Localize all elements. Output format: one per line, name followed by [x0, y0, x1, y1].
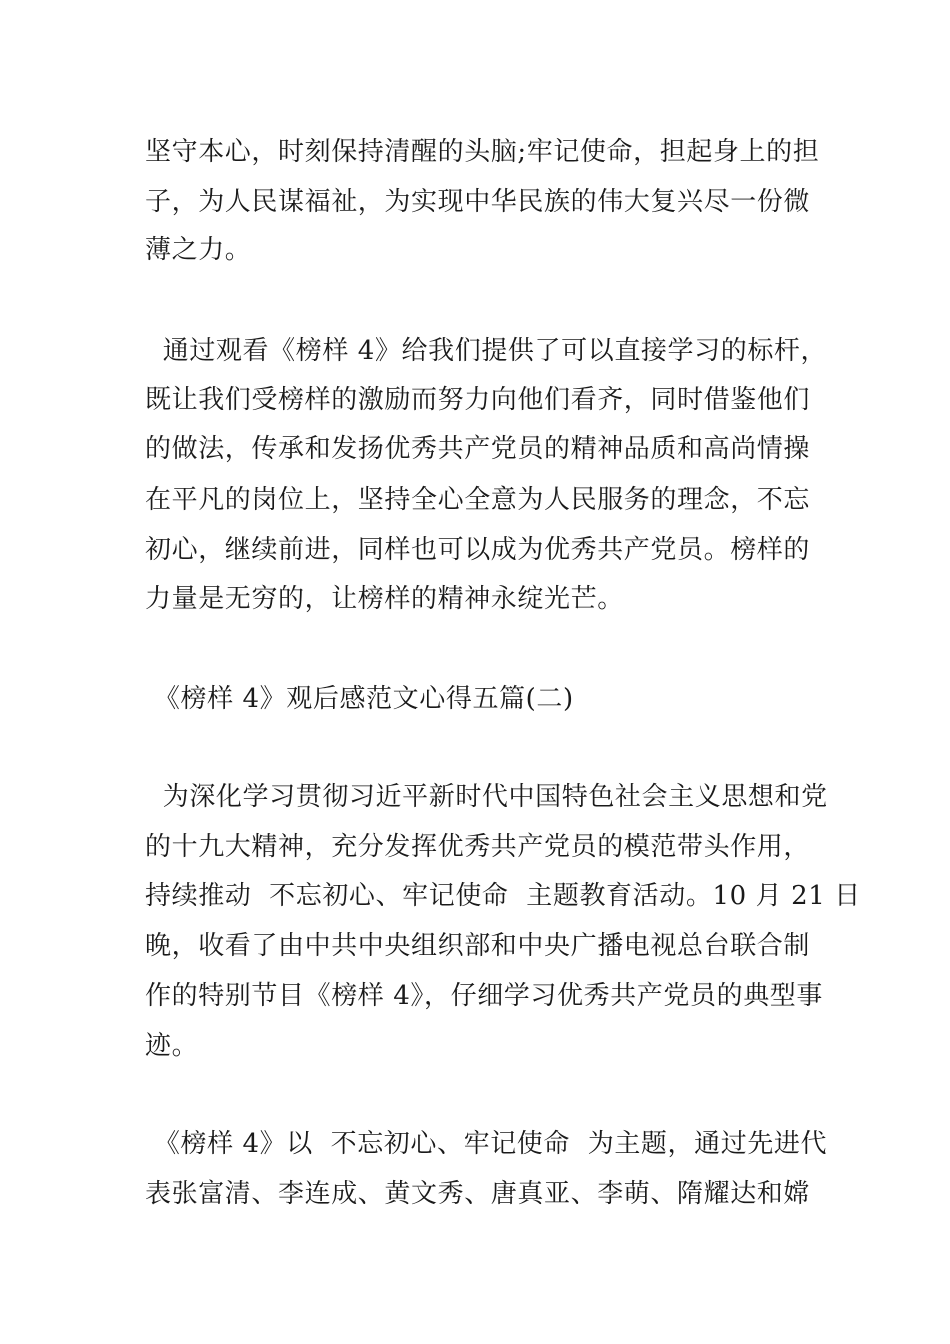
text-line: 《榜样 4》以 不忘初心、牢记使命 为主题，通过先进代: [145, 1129, 828, 1159]
text-line: 通过观看《榜样 4》给我们提供了可以直接学习的标杆，: [145, 336, 828, 366]
text-line: 表张富清、李连成、黄文秀、唐真亚、李萌、隋耀达和嫦: [145, 1179, 811, 1209]
text-line: 坚守本心，时刻保持清醒的头脑;牢记使命，担起身上的担: [145, 137, 820, 167]
text-line: 迹。: [145, 1031, 199, 1061]
text-line: 的十九大精神，充分发挥优秀共产党员的模范带头作用，: [145, 832, 811, 862]
section-heading: 《榜样 4》观后感范文心得五篇(二): [145, 684, 574, 714]
text-line: 力量是无穷的，让榜样的精神永绽光芒。: [145, 584, 624, 614]
text-line: 薄之力。: [145, 235, 252, 265]
text-line: 作的特别节目《榜样 4》，仔细学习优秀共产党员的典型事: [145, 981, 824, 1011]
text-line: 晚，收看了由中共中央组织部和中央广播电视总台联合制: [145, 931, 811, 961]
text-line: 在平凡的岗位上，坚持全心全意为人民服务的理念，不忘: [145, 485, 811, 515]
text-line: 子，为人民谋福祉，为实现中华民族的伟大复兴尽一份微: [145, 187, 811, 217]
text-line: 的做法，传承和发扬优秀共产党员的精神品质和高尚情操: [145, 434, 811, 464]
text-line: 既让我们受榜样的激励而努力向他们看齐，同时借鉴他们: [145, 385, 811, 415]
text-line: 持续推动 不忘初心、牢记使命 主题教育活动。10 月 21 日: [145, 881, 861, 911]
text-line: 为深化学习贯彻习近平新时代中国特色社会主义思想和党: [145, 782, 828, 812]
text-line: 初心，继续前进，同样也可以成为优秀共产党员。榜样的: [145, 535, 811, 565]
